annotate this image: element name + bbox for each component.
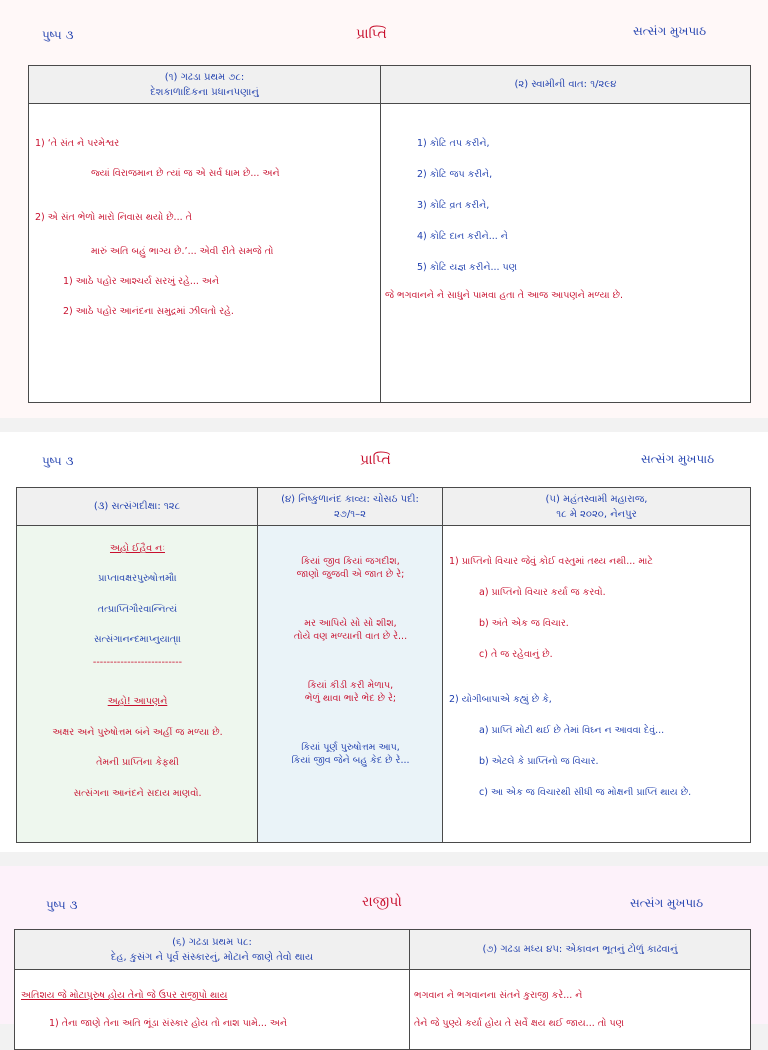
- point-line: b) એટલે કે પ્રાપ્તિનો જ વિચાર.: [479, 756, 599, 767]
- conclusion-line: જે ભગવાનને ને સાધુને પામવા હતા તે આજ આપણને મળ્યા છે.: [385, 290, 623, 301]
- point-line: b) અંતે એક જ વિચાર.: [479, 618, 569, 629]
- point-line: a) પ્રાપ્તિનો વિચાર કર્યા જ કરવો.: [479, 587, 606, 598]
- column-body-2: [258, 526, 443, 843]
- verse-line: કિયાં કીડી કરી મેળાપ,: [307, 680, 394, 691]
- meaning-line: અહો! આપણને: [107, 696, 168, 707]
- meaning-line: તેમની પ્રાપ્તિના કેફથી: [96, 757, 179, 768]
- column-body-1: [15, 970, 410, 1050]
- point-line: a) પ્રાપ્તિ મોટી થઈ છે તેમાં વિઘ્ન ન આવવા દેવું...: [479, 725, 665, 736]
- list-item: 4) કોટિ દાન કરીને... ને: [417, 231, 508, 242]
- header-line: ૨૭/૧–૨: [334, 509, 366, 520]
- verse-line: જાણો જુજવી એ જાત છે રે;: [296, 569, 405, 580]
- text-line: અતિશય જે મોટાપુરુષ હોય તેનો જે ઉપર રાજીપો થાય: [21, 990, 228, 1001]
- header-line: (૭) ગઢડા મધ્ય ૪૫: એકાવન ભૂતનું ટોળું કાઢવાનું: [482, 944, 678, 955]
- list-item: 3) કોટિ વ્રત કરીને,: [417, 200, 490, 211]
- slide-title: પ્રાપ્તિ: [360, 452, 391, 468]
- verse-line: કિયાં જીવ કિયાં જગદીશ,: [301, 556, 400, 567]
- shlok-line: સત્સંગાનન્દમાપ્નુયાત્॥: [93, 634, 182, 645]
- slide-title: પ્રાપ્તિ: [356, 26, 387, 42]
- list-item: 5) કોટિ યજ્ઞ કરીને... પણ: [417, 262, 517, 273]
- verse-line: કિયાં પૂર્ણ પુરુષોત્તમ આપ,: [301, 742, 400, 753]
- header-line: (૨) સ્વામીની વાત: ૧/૨૯૪: [514, 79, 617, 90]
- text-line: ભગવાન ને ભગવાનના સંતને કુરાજી કરે... ને: [414, 990, 583, 1001]
- point-line: c) આ એક જ વિચારથી સીધી જ મોક્ષની પ્રાપ્તિ થાય છે.: [479, 787, 692, 798]
- verse-line: કિયાં જીવ જેને બહુ કેદ છે રે...: [291, 755, 410, 766]
- satsang-mukhpath-label: સત્સંગ મુખપાઠ: [630, 896, 704, 910]
- verse-line: તોયે વણ મળ્યાની વાત છે રે...: [293, 631, 408, 642]
- column-header-2: [381, 66, 751, 104]
- header-line: દેશકાળાદિકના પ્રધાનપણાનું: [150, 87, 259, 98]
- point-line: 1) પ્રાપ્તિનો વિચાર જેવું કોઈ વસ્તુમાં તથ્ય નથી... માટે: [449, 556, 653, 567]
- pushp-label: પુષ્પ ૩: [46, 898, 78, 912]
- pushp-label: પુષ્પ ૩: [42, 28, 74, 42]
- content-table: [28, 65, 751, 403]
- column-body-1: [29, 104, 381, 403]
- column-body-1: [17, 526, 258, 843]
- satsang-mukhpath-label: સત્સંગ મુખપાઠ: [641, 452, 715, 466]
- slide-3: [0, 866, 768, 1029]
- shlok-line: પ્રાપ્તાવક્ષરપુરુષોત્તમૌ।: [98, 573, 177, 584]
- slide-2: [0, 432, 768, 852]
- header-line: દેહ, કુસંગ ને પૂર્વ સંસ્કારનું, મોટાને જાણે તેવો થાય: [110, 952, 314, 963]
- text-line: 2) આઠે પહોર આનંદના સમુદ્રમાં ઝીલતો રહે.: [63, 306, 234, 317]
- slide-title: રાજીપો: [362, 894, 402, 910]
- satsang-mukhpath-label: સત્સંગ મુખપાઠ: [633, 24, 707, 38]
- column-body-2: [381, 104, 751, 403]
- column-body-2: [410, 970, 751, 1050]
- header-line: (૬) ગઢડા પ્રથમ ૫૮:: [172, 937, 252, 948]
- text-line: 1) ‘તે સંત ને પરમેશ્વર: [35, 138, 120, 149]
- point-line: c) તે જ રહેવાનું છે.: [479, 649, 553, 660]
- header-line: (૩) સત્સંગદીક્ષા: ૧૨૮: [93, 501, 181, 512]
- point-line: 2) યોગીબાપાએ કહ્યું છે કે,: [449, 694, 552, 705]
- verse-line: ભેળું થાવા ભારે ભેદ છે રે;: [304, 693, 397, 704]
- column-header-1: [15, 930, 410, 970]
- column-header-2: [410, 930, 751, 970]
- content-table: [14, 929, 751, 1050]
- text-line: તેને જે પુણ્યે કર્યા હોય તે સર્વે ક્ષય થઈ જાય... તો પણ: [414, 1018, 624, 1029]
- list-item: 1) કોટિ તપ કરીને,: [417, 138, 490, 149]
- pushp-label: પુષ્પ ૩: [42, 454, 74, 468]
- shlok-line: અહો ઈહૈવ નઃ: [109, 543, 165, 554]
- header-line: ૧૮ મે ૨૦૨૦, નેનપુર: [556, 509, 637, 520]
- text-line: 1) આઠે પહોર આશ્ચર્ય સરખું રહે... અને: [63, 276, 220, 287]
- text-line: મારું અતિ બહું ભાગ્ય છે.’... એવી રીતે સમજે તો: [91, 246, 274, 257]
- column-header-1: [29, 66, 381, 104]
- separator: --------------------------: [92, 657, 183, 668]
- meaning-line: સત્સંગના આનંદને સદાય માણવો.: [73, 788, 202, 799]
- content-table: [16, 487, 751, 843]
- list-item: 2) કોટિ જપ કરીને,: [417, 169, 493, 180]
- header-line: (૧) ગઢડા પ્રથમ ૭૮:: [164, 72, 245, 83]
- shlok-line: તત્પ્રાપ્તિગૌરવાન્નિત્યં: [97, 604, 178, 615]
- text-line: 2) એ સંત ભેળો મારો નિવાસ થયો છે... તે: [35, 212, 192, 223]
- verse-line: મર આપિયે સો સો શીશ,: [304, 618, 397, 629]
- slide-1: [0, 0, 768, 418]
- column-header-2: [258, 488, 443, 526]
- meaning-line: અક્ષર અને પુરુષોત્તમ બંને અહીં જ મળ્યા છે.: [52, 727, 223, 738]
- column-header-3: [443, 488, 751, 526]
- text-line: જ્યાં વિરાજમાન છે ત્યાં જ એ સર્વ ધામ છે... અને: [91, 168, 280, 179]
- text-line: 1) તેના જાણે તેના અતિ ભૂંડા સંસ્કાર હોય તો નાશ પામે... અને: [49, 1018, 288, 1029]
- header-line: (૪) નિષ્કુળાનંદ કાવ્ય: ચોસઠ પદી:: [281, 494, 419, 505]
- column-header-1: [17, 488, 258, 526]
- column-body-3: [443, 526, 751, 843]
- header-line: (૫) મહંતસ્વામી મહારાજ,: [545, 494, 648, 505]
